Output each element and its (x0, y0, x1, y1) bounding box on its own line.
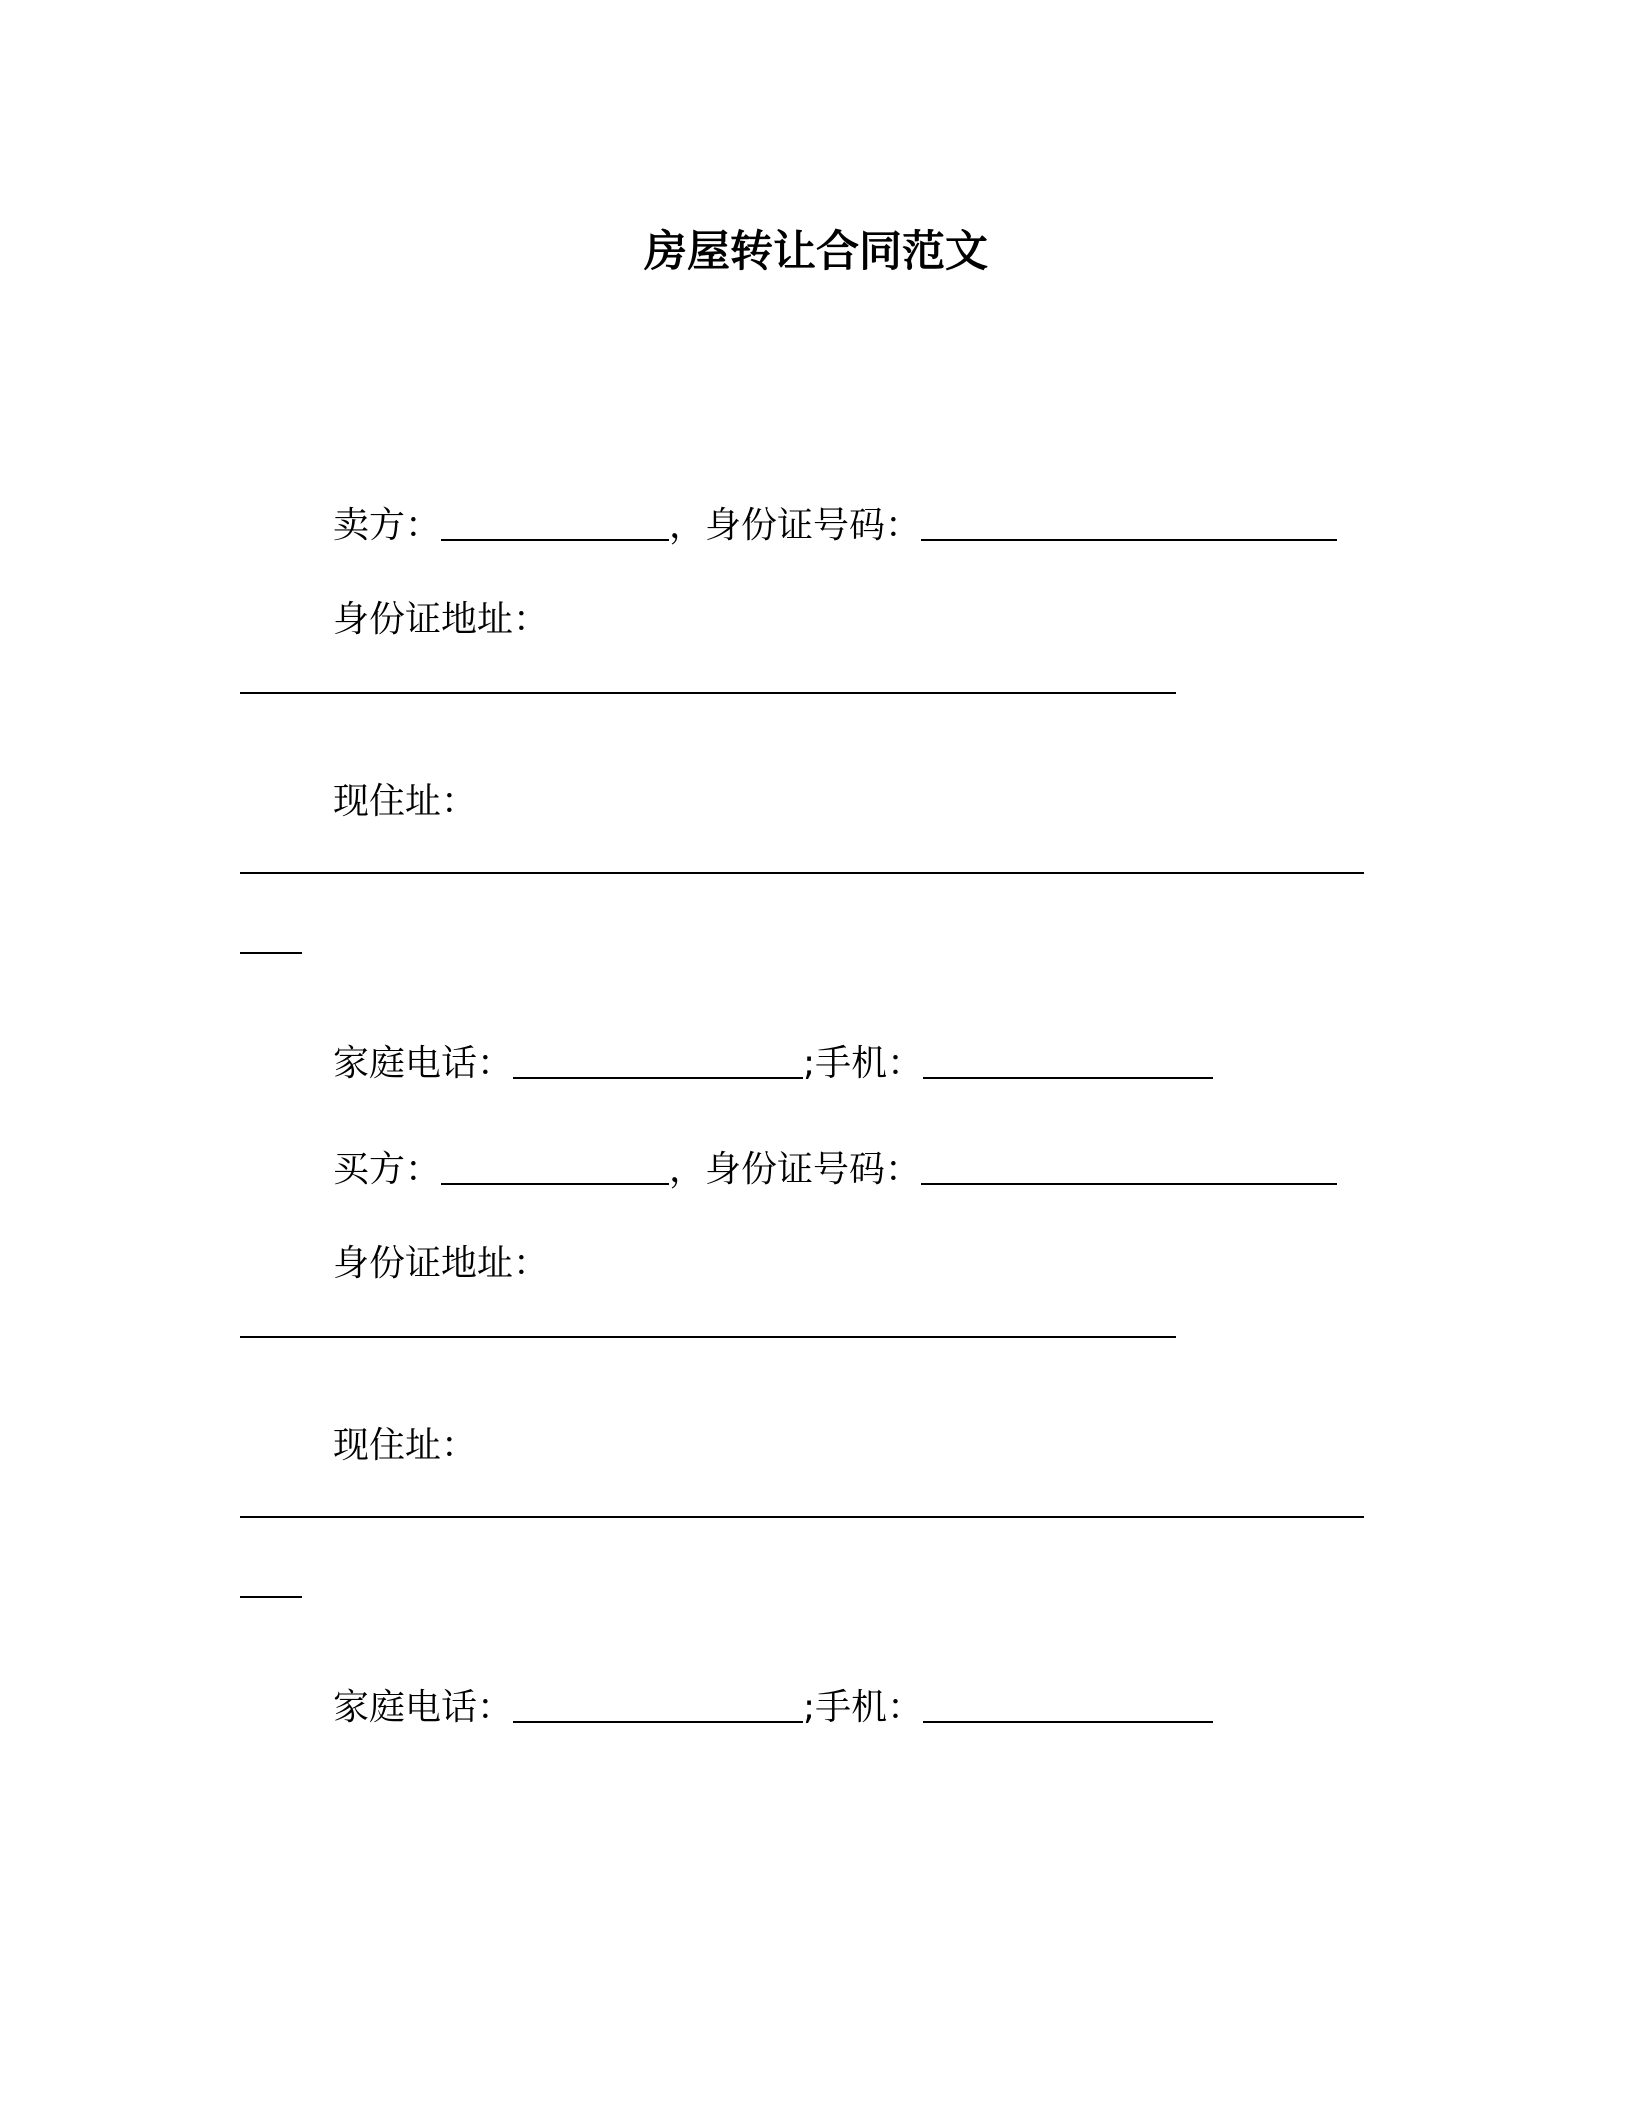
buyer-current-address-label: 现住址： (333, 1425, 478, 1466)
seller-id-address-line-fill (240, 692, 1176, 703)
seller-id-number-label: ，身份证号码： (669, 505, 922, 546)
seller-home-phone-blank[interactable] (513, 1077, 803, 1079)
buyer-name-line (333, 1146, 1337, 1194)
seller-id-address-line (333, 596, 549, 644)
seller-party-label: 卖方： (333, 505, 442, 546)
buyer-home-phone-label: 家庭电话： (333, 1687, 514, 1728)
seller-id-address-blank[interactable] (240, 692, 1176, 694)
seller-phone-line (333, 1040, 1213, 1088)
seller-name-line (333, 502, 1337, 550)
buyer-current-address-line-fill-2 (240, 1596, 302, 1607)
seller-mobile-blank[interactable] (923, 1077, 1213, 1079)
buyer-party-label: 买方： (333, 1149, 442, 1190)
seller-mobile-label: ;手机： (803, 1043, 924, 1084)
buyer-current-address-line (333, 1422, 477, 1470)
seller-id-number-blank[interactable] (921, 539, 1337, 541)
buyer-current-address-blank-continued[interactable] (240, 1596, 302, 1598)
buyer-mobile-label: ;手机： (803, 1687, 924, 1728)
buyer-id-address-line (333, 1240, 549, 1288)
seller-current-address-line (333, 778, 477, 826)
buyer-id-address-label: 身份证地址： (333, 1243, 550, 1284)
buyer-id-address-blank[interactable] (240, 1336, 1176, 1338)
seller-current-address-label: 现住址： (333, 781, 478, 822)
seller-name-blank[interactable] (441, 539, 669, 541)
buyer-home-phone-blank[interactable] (513, 1721, 803, 1723)
buyer-id-number-blank[interactable] (921, 1183, 1337, 1185)
seller-current-address-blank[interactable] (240, 872, 1364, 874)
seller-current-address-line-fill (240, 872, 1364, 883)
seller-current-address-blank-continued[interactable] (240, 952, 302, 954)
buyer-current-address-line-fill (240, 1516, 1364, 1527)
seller-id-address-label: 身份证地址： (333, 599, 550, 640)
buyer-current-address-blank[interactable] (240, 1516, 1364, 1518)
buyer-mobile-blank[interactable] (923, 1721, 1213, 1723)
seller-current-address-line-fill-2 (240, 952, 302, 963)
document-title: 房屋转让合同范文 (644, 227, 988, 277)
buyer-phone-line (333, 1684, 1213, 1732)
buyer-id-number-label: ，身份证号码： (669, 1149, 922, 1190)
buyer-name-blank[interactable] (441, 1183, 669, 1185)
seller-home-phone-label: 家庭电话： (333, 1043, 514, 1084)
buyer-id-address-line-fill (240, 1336, 1176, 1347)
